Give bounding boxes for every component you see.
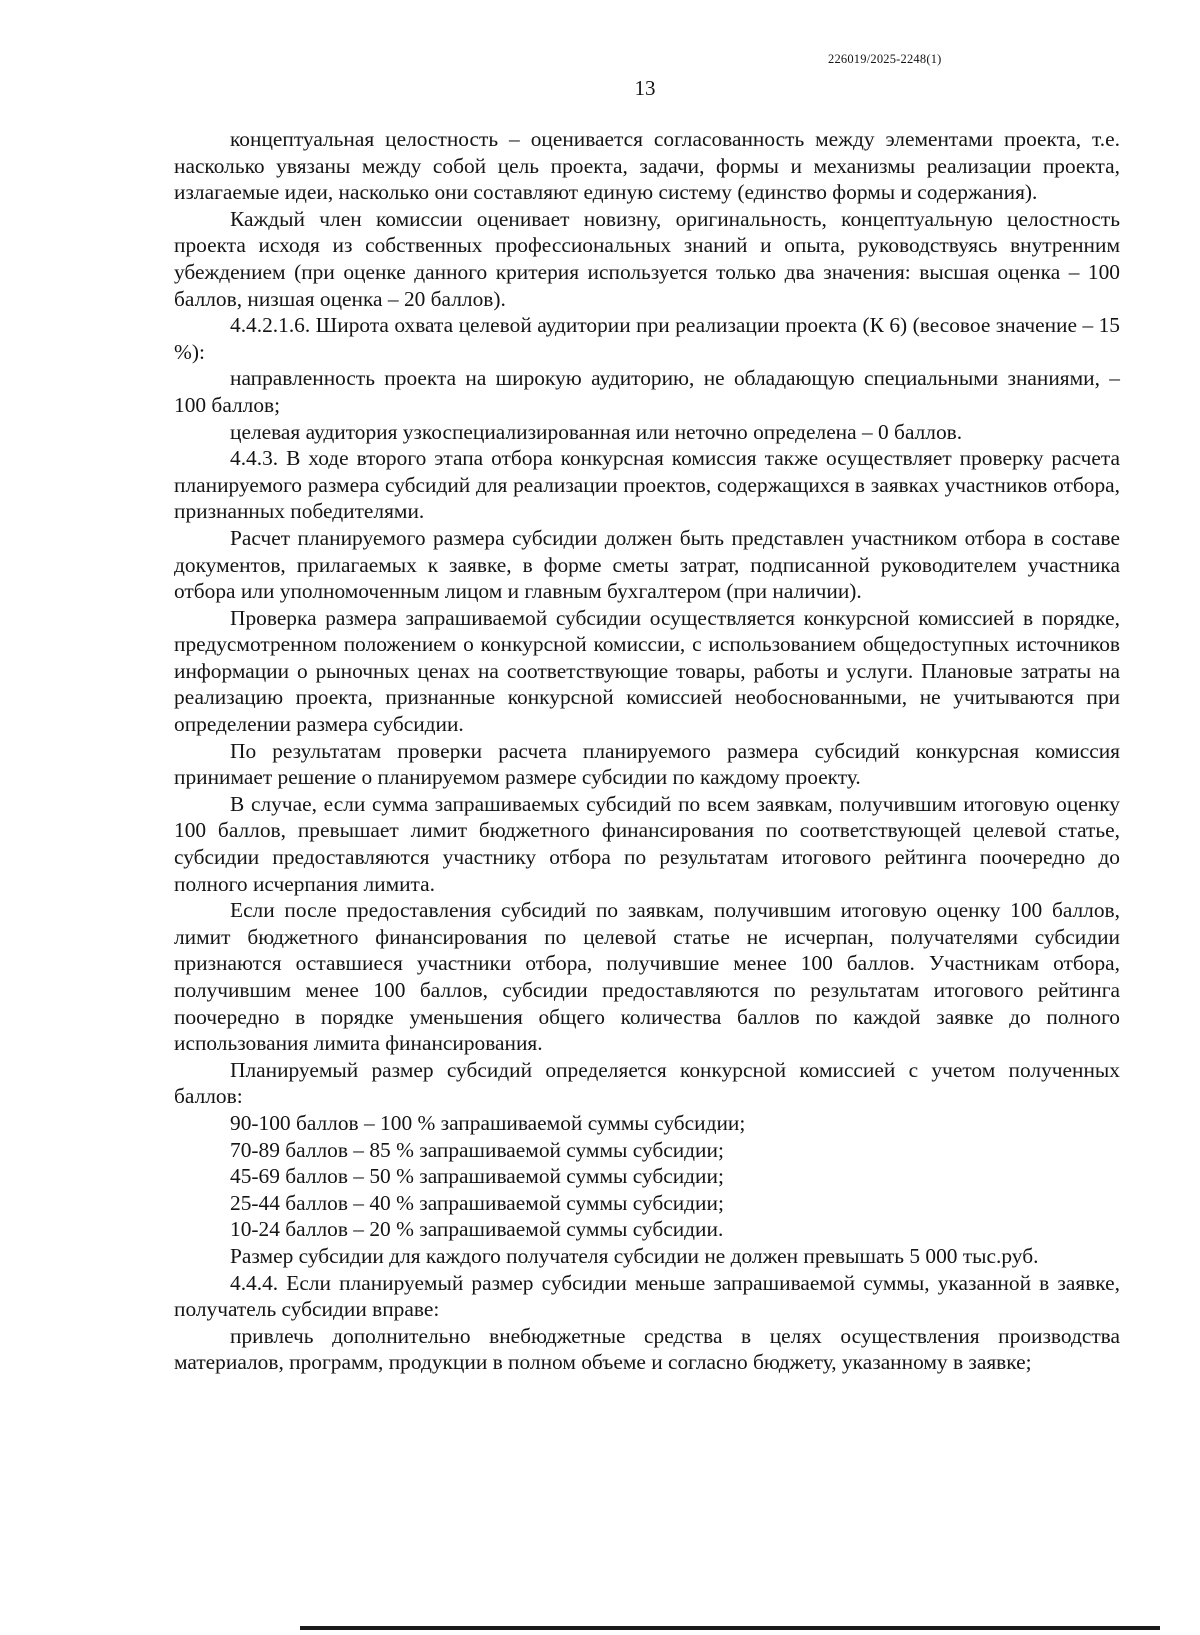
paragraph: Размер субсидии для каждого получателя субсидии не должен превышать 5 000 тыс.руб. (230, 1243, 1039, 1268)
list-item: 10-24 баллов – 20 % запрашиваемой суммы субсидии. (230, 1217, 724, 1242)
list-item: 45-69 баллов – 50 % запрашиваемой суммы субсидии; (230, 1164, 724, 1189)
paragraph: 4.4.3. В ходе второго этапа отбора конкурсная комиссия также осуществляет проверку расчета планируемого размера субсидий для реализации проектов, содержащихся в заявках участников отбора, признанных победителями. (174, 446, 1120, 524)
scan-edge-line (300, 1626, 1160, 1630)
document-body (174, 126, 1120, 1376)
paragraph: 4.4.2.1.6. Широта охвата целевой аудитории при реализации проекта (К 6) (весовое значение – 15 %): (174, 313, 1120, 364)
paragraph: концептуальная целостность – оценивается согласованность между элементами проекта, т.е. насколько увязаны между собой цель проекта, задачи, формы и механизмы реализации проекта, излагаемые идеи, насколько они составляют единую систему (единство формы и содержания). (174, 127, 1120, 205)
paragraph: Планируемый размер субсидий определяется конкурсной комиссией с учетом полученных баллов: (174, 1057, 1120, 1109)
list-item: 90-100 баллов – 100 % запрашиваемой суммы субсидии; (230, 1110, 746, 1135)
paragraph: целевая аудитория узкоспециализированная или неточно определена – 0 баллов. (230, 419, 963, 444)
list-item: 70-89 баллов – 85 % запрашиваемой суммы субсидии; (230, 1137, 724, 1162)
page-number: 13 (634, 76, 656, 100)
paragraph: направленность проекта на широкую аудиторию, не обладающую специальными знаниями, – 100 баллов; (174, 366, 1120, 417)
paragraph: В случае, если сумма запрашиваемых субсидий по всем заявкам, получившим итоговую оценку 100 баллов, превышает лимит бюджетного финансирования по соответствующей целевой статье, субсидии предоставляются участнику отбора по результатам итогового рейтинга поочередно до полного исчерпания лимита. (174, 791, 1120, 896)
paragraph: Расчет планируемого размера субсидии должен быть представлен участником отбора в составе документов, прилагаемых к заявке, в форме сметы затрат, подписанной руководителем участника отбора или уполномоченным лицом и главным бухгалтером (при наличии). (174, 525, 1120, 604)
paragraph: Каждый член комиссии оценивает новизну, оригинальность, концептуальную целостность проекта исходя из собственных профессиональных знаний и опыта, руководствуясь внутренним убеждением (при оценке данного критерия используется только два значения: высшая оценка – 100 баллов, низшая оценка – 20 баллов). (174, 206, 1120, 311)
paragraph: 4.4.4. Если планируемый размер субсидии меньше запрашиваемой суммы, указанной в заявке, получатель субсидии вправе: (174, 1270, 1120, 1322)
document-id: 226019/2025-2248(1) (828, 52, 942, 66)
paragraph: По результатам проверки расчета планируемого размера субсидий конкурсная комиссия принимает решение о планируемом размере субсидии по каждому проекту. (174, 738, 1120, 790)
paragraph: Если после предоставления субсидий по заявкам, получившим итоговую оценку 100 баллов, лимит бюджетного финансирования по целевой статье не исчерпан, получателями субсидии признаются оставшиеся участники отбора, получившие менее 100 баллов. Участникам отбора, получившим менее 100 баллов, субсидии предоставляются по результатам итогового рейтинга поочередно в порядке уменьшения общего количества баллов по каждой заявке до полного использования лимита финансирования. (174, 898, 1120, 1056)
paragraph: Проверка размера запрашиваемой субсидии осуществляется конкурсной комиссией в порядке, предусмотренном положением о конкурсной комиссии, с использованием общедоступных источников информации о рыночных ценах на соответствующие товары, работы и услуги. Плановые затраты на реализацию проекта, признанные конкурсной комиссией необоснованными, не учитываются при определении размера субсидии. (174, 605, 1120, 737)
paragraph: привлечь дополнительно внебюджетные средства в целях осуществления производства материалов, программ, продукции в полном объеме и согласно бюджету, указанному в заявке; (174, 1323, 1120, 1375)
list-item: 25-44 баллов – 40 % запрашиваемой суммы субсидии; (230, 1190, 724, 1215)
